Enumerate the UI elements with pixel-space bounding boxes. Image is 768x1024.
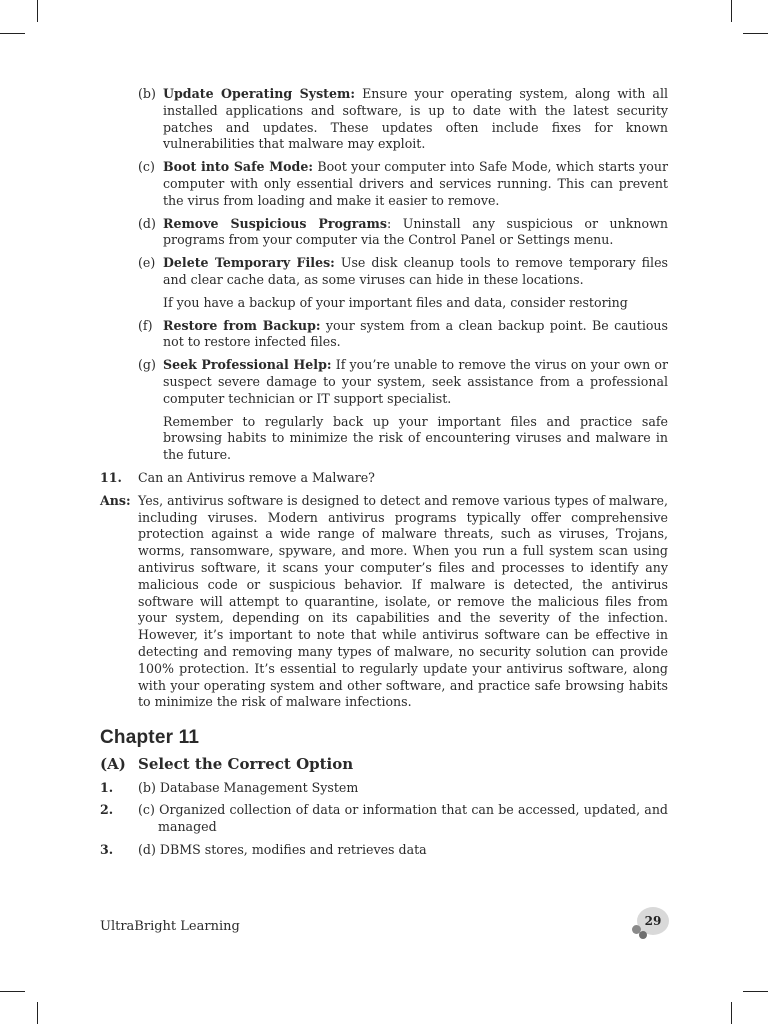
item-text: : Uninstall any suspicious or unknown programs from your computer via the Control Panel or Settings menu. — [163, 215, 668, 248]
crop-mark — [743, 33, 768, 34]
list-item: (f) Restore from Backup: your system from a clean backup point. Be cautious not to restore infected files. — [138, 317, 669, 350]
crop-mark — [743, 991, 768, 992]
crop-mark — [37, 1002, 38, 1024]
page-content — [100, 86, 668, 865]
list-item: (b) Update Operating System: Ensure your operating system, along with all installed applications and software, is up to date with the latest security patches and updates. These updates often include fixes for known vulnerabilities that malware may exploit. — [138, 86, 669, 152]
item-title: Boot into Safe Mode: — [163, 159, 314, 175]
chapter-heading: Chapter 11 — [100, 727, 200, 749]
list-item: (d) Remove Suspicious Programs: Uninstall any suspicious or unknown programs from your computer via the Control Panel or Settings menu. — [138, 215, 668, 248]
question-text: Can an Antivirus remove a Malware? — [138, 469, 375, 485]
crop-mark — [37, 0, 38, 22]
item-title: Update Operating System: — [163, 86, 355, 101]
answer-block — [100, 493, 668, 711]
item-text: Boot your computer into Safe Mode, which starts your computer with only essential drivers and services running. This can prevent the virus from loading and make it easier to remove. — [163, 159, 668, 208]
item-title: Restore from Backup: — [163, 317, 321, 333]
crop-mark — [0, 33, 25, 34]
item-text: Use disk cleanup tools to remove temporary files and clear cache data, as some viruses can hide in these locations. — [163, 255, 668, 287]
answer-row: 3. (d) DBMS stores, modifies and retrieves data — [100, 842, 427, 858]
publisher-name: UltraBright Learning — [100, 919, 240, 934]
list-item: (e) Delete Temporary Files: Use disk cleanup tools to remove temporary files and clear cache data, as some viruses can hide in these locations. — [138, 255, 668, 287]
item-text: your system from a clean backup point. Be cautious not to restore infected files. — [163, 317, 669, 350]
list-item: (g) Seek Professional Help: If you’re unable to remove the virus on your own or suspect severe damage to your system, seek assistance from a professional computer technician or IT support specialist. — [138, 357, 668, 406]
remember-paragraph: Remember to regularly back up your important files and practice safe browsing habits to minimize the risk of encountering viruses and malware in the future. — [163, 413, 668, 463]
answer-row: 1. (b) Database Management System — [100, 779, 359, 795]
decorative-dot — [639, 931, 647, 939]
list-item: (c) Boot into Safe Mode: Boot your computer into Safe Mode, which starts your computer with only essential drivers and services running. This can prevent the virus from loading and make it easier to remove. — [138, 159, 668, 208]
page-number: 29 — [637, 907, 669, 935]
crop-mark — [0, 991, 25, 992]
crop-mark — [731, 0, 732, 22]
answer-row: 2. (c) Organized collection of data or information that can be accessed, updated, and managed — [100, 802, 668, 835]
item-title: Remove Suspicious Programs — [163, 215, 387, 231]
section-heading: (A) Select the Correct Option — [100, 754, 354, 773]
item-text: If you’re unable to remove the virus on your own or suspect severe damage to your system, seek assistance from a professional computer technician or IT support specialist. — [163, 357, 668, 406]
crop-mark — [731, 1002, 732, 1024]
item-title: Seek Professional Help: — [163, 357, 332, 373]
backup-lead: If you have a backup of your important files and data, consider restoring — [163, 294, 628, 310]
answer-text: Yes, antivirus software is designed to detect and remove various types of malware, including viruses. Modern antivirus programs typically offer comprehensive protection against a wide range of malware threats, such as viruses, Trojans, worms, ransomware, spyware, and more. When you run a full system scan using antivirus software, it scans your computer’s files and processes to identify any malicious code or suspicious behavior. If malware is detected, the antivirus software will attempt to quarantine, isolate, or remove the malicious files from your system, depending on its capabilities and the severity of the infection. However, it’s important to note that while antivirus software can be effective in detecting and removing many types of malware, no security solution can provide 100% protection. It’s essential to regularly update your antivirus software, along with your operating system and other software, and practice safe browsing habits to minimize the risk of malware infections. — [138, 492, 668, 710]
answer-label: Ans: — [100, 492, 131, 508]
item-title: Delete Temporary Files: — [163, 255, 335, 271]
item-text: Ensure your operating system, along with all installed applications and software, is up to date with the latest security patches and updates. These updates often include fixes for known vulnerabilities that malware may exploit. — [163, 86, 669, 152]
question-11: 11. Can an Antivirus remove a Malware? — [100, 469, 375, 485]
